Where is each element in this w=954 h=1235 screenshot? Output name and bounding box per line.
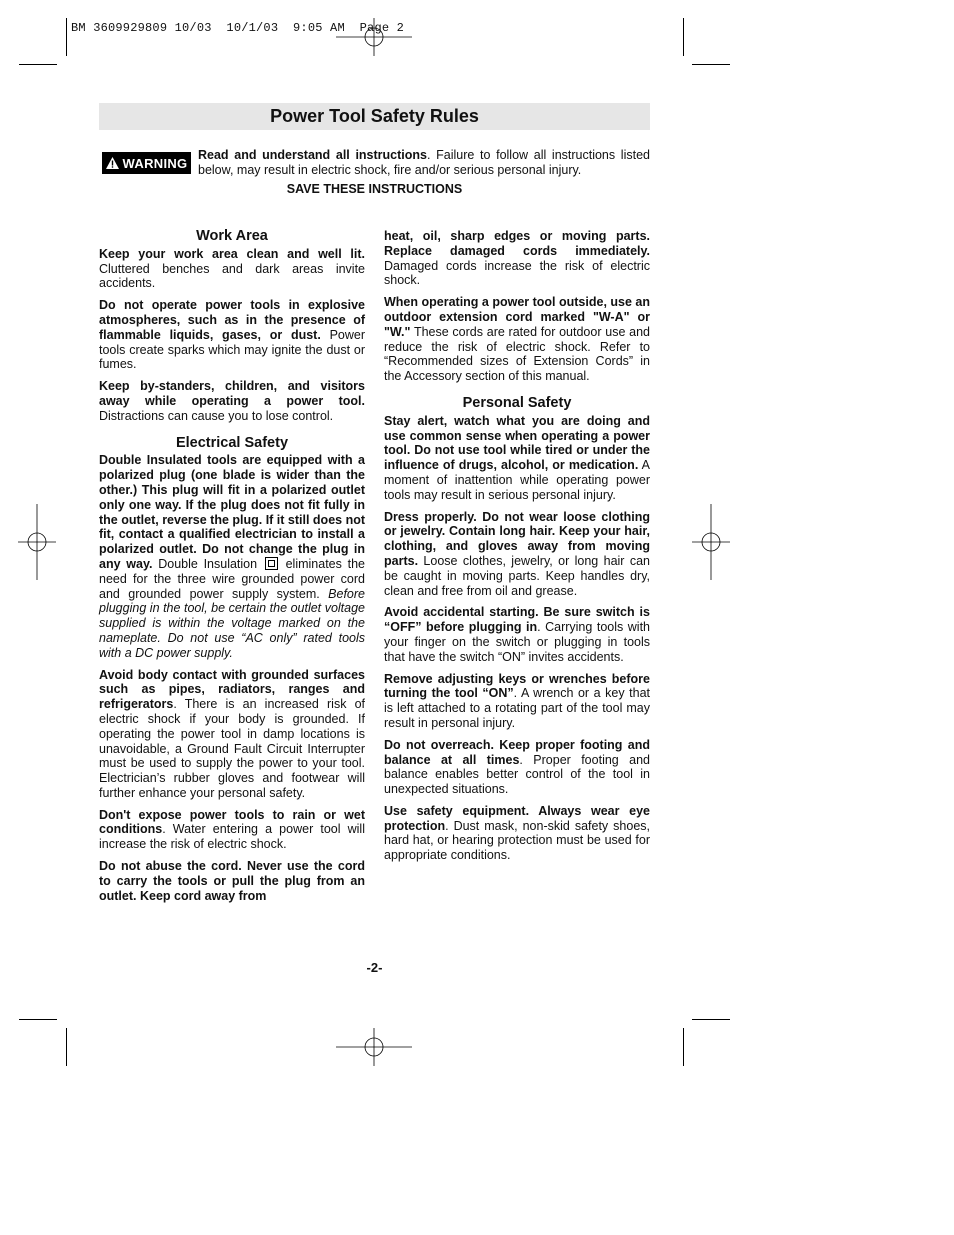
alert-triangle-icon: [106, 157, 119, 169]
warning-badge: [102, 152, 191, 174]
personal-rule-1: Stay alert, watch what you are doing and use common sense when operating a power tool. Do not use tool while tired or under the influence of drugs, alcohol, or medication. A moment of inattention while operating power tools may result in serious personal injury.: [384, 413, 650, 502]
section-heading-electrical: Electrical Safety: [175, 434, 289, 451]
personal-rule-5: Do not overreach. Keep proper footing and balance at all times. Proper footing and balance enables better control of the tool in unexpected situations.: [384, 737, 650, 797]
work-area-rule-2: Do not operate power tools in explosive atmospheres, such as in the presence of flammable liquids, gases, or dust. Power tools create sparks which may ignite the dust or fumes.: [99, 298, 366, 372]
electrical-rule-4: Do not abuse the cord. Never use the cord to carry the tools or pull the plug from an outlet. Keep cord away from: [99, 859, 365, 903]
warning-body: . Failure to follow all instructions listed below, may result in electric shock, fire and/or serious personal injury.: [198, 148, 650, 177]
save-instructions: SAVE THESE INSTRUCTIONS: [286, 182, 463, 196]
title-bar: [99, 103, 650, 130]
personal-rule-6: Use safety equipment. Always wear eye protection. Dust mask, non-skid safety shoes, hard hat, or hearing protection must be used for appropriate conditions.: [384, 803, 650, 863]
electrical-rule-5: When operating a power tool outside, use an outdoor extension cord marked "W-A" or "W." These cords are rated for outdoor use and reduce the risk of electric shock. Refer to “Recommended sizes of Extension Cords” in the Accessory section of this manual.: [384, 295, 650, 384]
crop-mark: [66, 1028, 67, 1066]
crosshair-registration-icon: [336, 1028, 412, 1066]
electrical-rule-1: Double Insulated tools are equipped with a polarized plug (one blade is wider than the other.) This plug will fit in a polarized outlet only one way. If the plug does not fit fully in the outlet, reverse the plug. If it still does not fit, contact a qualified electrician to install a polarized outlet. Do not change the plug in any way. Double Insulation eliminates the need for the three wire grounded power cord and grounded power supply system. Before plugging in the tool, be certain the outlet voltage supplied is within the voltage marked on the nameplate. Do not use “AC only” rated tools with a DC power supply.: [99, 453, 366, 660]
crop-mark: [692, 1019, 730, 1020]
crosshair-registration-icon: [18, 504, 56, 580]
double-insulation-icon: [265, 557, 278, 570]
crop-mark: [19, 1019, 57, 1020]
crop-mark: [19, 64, 57, 65]
crop-mark: [66, 18, 67, 56]
crop-mark: [692, 64, 730, 65]
section-heading-personal: Personal Safety: [462, 394, 572, 411]
page-title: Power Tool Safety Rules: [270, 106, 479, 126]
warning-lead: Read and understand all instructions: [198, 148, 427, 162]
work-area-rule-3: Keep by-standers, children, and visitors away while operating a power tool. Distractions can cause you to lose control.: [99, 379, 365, 423]
personal-rule-4: Remove adjusting keys or wrenches before turning the tool “ON”. A wrench or a key that is left attached to a rotating part of the tool may result in personal injury.: [384, 671, 650, 730]
personal-rule-2: Dress properly. Do not wear loose clothing or jewelry. Contain long hair. Keep your hair, clothing, and gloves away from moving parts. Loose clothes, jewelry, or long hair can be caught in moving parts. Keep handles dry, clean and free from oil and grease.: [384, 509, 650, 598]
crosshair-registration-icon: [336, 18, 412, 56]
electrical-rule-2: Avoid body contact with grounded surfaces such as pipes, radiators, ranges and refrigerators. There is an increased risk of electric shock if your body is grounded. If operating the power tool in damp locations is unavoidable, a Ground Fault Circuit Interrupter must be used to supply the power to your tool. Electrician’s rubber gloves and footwear will further enhance your personal safety.: [99, 667, 365, 800]
right-column: [384, 229, 650, 870]
electrical-rule-3: Don't expose power tools to rain or wet conditions. Water entering a power tool will increase the risk of electric shock.: [99, 807, 365, 852]
personal-rule-3: Avoid accidental starting. Be sure switch is “OFF” before plugging in. Carrying tools with your finger on the switch or plugging in tools that have the switch “ON” invites accidents.: [384, 605, 650, 664]
left-column: [99, 229, 365, 910]
warning-text: [198, 148, 650, 178]
section-heading-work-area: Work Area: [196, 228, 268, 244]
page-number: -2-: [366, 960, 383, 975]
crop-mark: [683, 1028, 684, 1066]
crosshair-registration-icon: [692, 504, 730, 580]
work-area-rule-1: Keep your work area clean and well lit. Cluttered benches and dark areas invite accidents.: [99, 246, 365, 291]
electrical-rule-4-continued: heat, oil, sharp edges or moving parts. Replace damaged cords immediately. Damaged cords increase the risk of electric shock.: [384, 229, 650, 288]
print-slug: BM 3609929809 10/03 10/1/03 9:05 AM Page 2: [71, 21, 405, 35]
warning-label: WARNING: [122, 155, 188, 171]
crop-mark: [683, 18, 684, 56]
